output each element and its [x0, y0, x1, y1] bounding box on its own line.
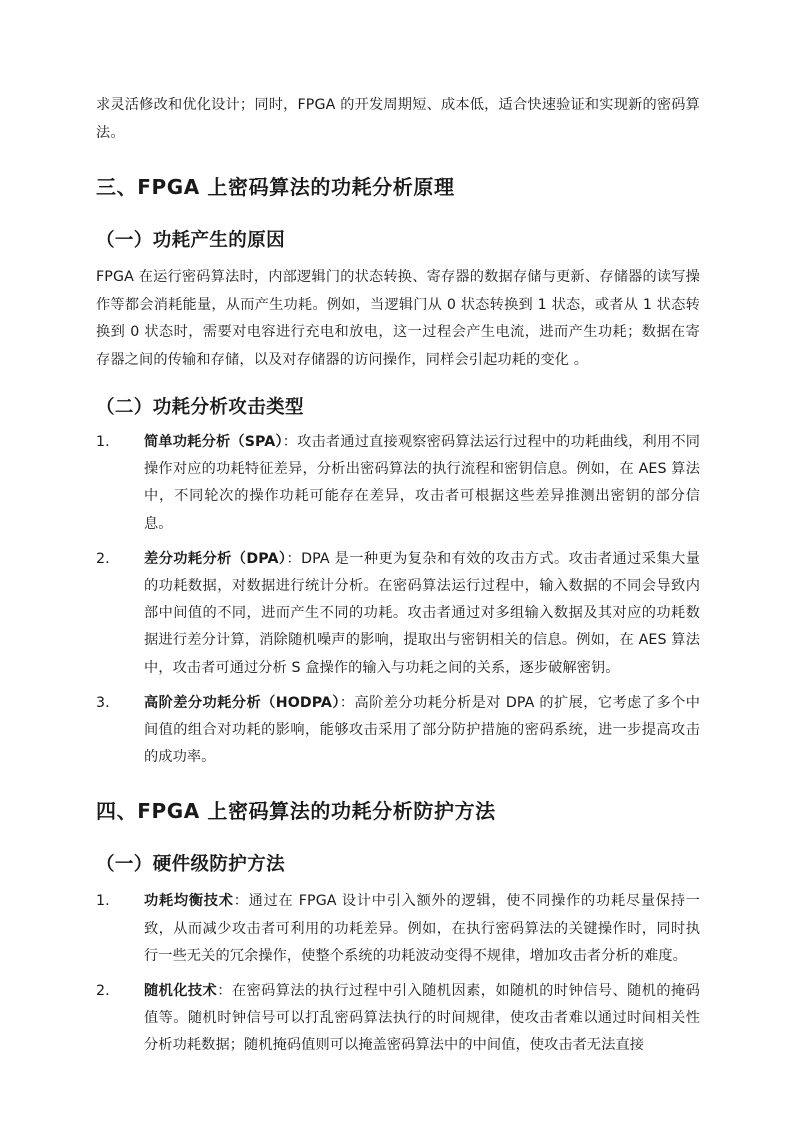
list-item [96, 978, 700, 1060]
list-item-number: 2. [96, 550, 110, 567]
list-item-term: 简单功耗分析（SPA） [144, 434, 283, 450]
section-4-1-heading: （一）硬件级防护方法 [96, 854, 286, 876]
list-item-number: 2. [96, 983, 110, 1000]
list-item [96, 546, 700, 682]
list-item-term: 功耗均衡技术 [144, 893, 234, 910]
list-item-number: 1. [96, 434, 110, 450]
section-3-1-heading: （一）功耗产生的原因 [96, 230, 286, 251]
list-item-term: 随机化技术 [144, 983, 218, 1000]
section-3-heading: 三、FPGA 上密码算法的功耗分析原理 [96, 175, 455, 199]
list-item-term: 高阶差分功耗分析（HODPA） [144, 694, 340, 711]
section-3-2-heading: （二）功耗分析攻击类型 [96, 397, 304, 418]
list-item [96, 429, 700, 538]
list-item-text: ：攻击者通过直接观察密码算法运行过程中的功耗曲线，利用不同操作对应的功耗特征差异，分析出密码算法的执行流程和密钥信息。例如，在 AES 算法中，不同轮次的操作功耗可能存在差异，攻击者可根据这些差异推测出密钥的部分信息。 [144, 434, 700, 532]
list-item-number: 3. [96, 694, 110, 711]
list-item [96, 888, 700, 970]
list-item-text: ：高阶差分功耗分析是对 DPA 的扩展，它考虑了多个中间值的组合对功耗的影响，能够攻击采用了部分防护措施的密码系统，进一步提高攻击的成功率。 [144, 694, 701, 766]
document-page [96, 88, 700, 1060]
section-4-heading: 四、FPGA 上密码算法的功耗分析防护方法 [96, 799, 496, 824]
list-item [96, 690, 700, 772]
hardware-protection-list [96, 888, 700, 1059]
section-3-1-paragraph: FPGA 在运行密码算法时，内部逻辑门的状态转换、寄存器的数据存储与更新、存储器的读写操作等都会消耗能量，从而产生功耗。例如，当逻辑门从 0 状态转换到 1 状态，或者从 1 状态转换到 0 状态时，需要对电容进行充电和放电，这一过程会产生电流，进而产生功耗；数据在寄存器之间的传输和存储，以及对存储器的访问操作，同样会引起功耗的变化 。 [96, 269, 700, 368]
intro-paragraph-tail: 求灵活修改和优化设计；同时，FPGA 的开发周期短、成本低，适合快速验证和实现新的密码算法。 [96, 97, 700, 141]
list-item-number: 1. [96, 893, 110, 910]
list-item-text: ：DPA 是一种更为复杂和有效的攻击方式。攻击者通过采集大量的功耗数据，对数据进行统计分析。在密码算法运行过程中，输入数据的不同会导致内部中间值的不同，进而产生不同的功耗。攻击者通过对多组输入数据及其对应的功耗数据进行差分计算，消除随机噪声的影响，提取出与密钥相关的信息。例如，在 AES 算法中，攻击者可通过分析 S 盒操作的输入与功耗之间的关系，逐步破解密钥。 [144, 550, 700, 676]
list-item-term: 差分功耗分析（DPA） [144, 550, 287, 567]
attack-types-list [96, 429, 700, 771]
list-item-text: ：在密码算法的执行过程中引入随机因素，如随机的时钟信号、随机的掩码值等。随机时钟信号可以打乱密码算法执行的时间规律，使攻击者难以通过时间相关性分析功耗数据；随机掩码值则可以掩盖密码算法中的中间值，使攻击者无法直接 [144, 983, 700, 1054]
list-item-text: ：通过在 FPGA 设计中引入额外的逻辑，使不同操作的功耗尽量保持一致，从而减少攻击者可利用的功耗差异。例如，在执行密码算法的关键操作时，同时执行一些无关的冗余操作，使整个系统的功耗波动变得不规律，增加攻击者分析的难度。 [144, 893, 700, 964]
